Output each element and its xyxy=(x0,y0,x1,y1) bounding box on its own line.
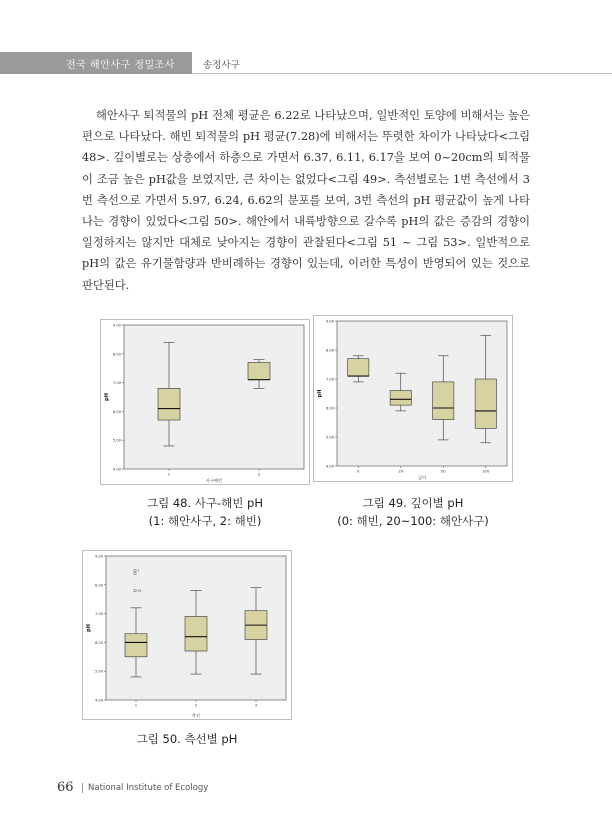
header-divider xyxy=(192,52,193,74)
x-axis-label: 깊이 xyxy=(417,475,427,480)
body-paragraph: 해안사구 퇴적물의 pH 전체 평균은 6.22로 나타났으며, 일반적인 토양에 비해서는 높은 편으로 나타났다. 해빈 퇴적물의 pH 평균(7.28)에 비해서는 뚜렷한 차이가 나타났다<그림 48>. 깊이별로는 상층에서 하층으로 가면서 6.37, 6.11, 6.17을 보여 0~20cm의 퇴적물이 조금 높은 pH값을 보였지만, 큰 차이는 없었다<그림 49>. 측선별로는 1번 측선에서 3번 측선으로 가면서 5.97, 6.24, 6.62의 분포를 보여, 3번 측선의 pH 평균값이 높게 나타나는 경향이 있었다<그림 50>. 해안에서 내륙방향으로 갈수록 pH의 값은 증감의 경향이 일정하지는 않지만 대체로 낮아지는 경향이 관찰된다<그림 51 ~ 그림 53>. 일반적으로 pH의 값은 유기물함량과 반비례하는 경향이 있는데, 이러한 특성이 반영되어 있는 것으로 판단된다. xyxy=(82,109,530,292)
y-axis-label: pH xyxy=(317,389,323,398)
y-tick-label: 5.00 xyxy=(112,438,121,443)
y-tick-label: 6.00 xyxy=(112,409,121,414)
y-tick-label: 5.00 xyxy=(325,435,334,440)
x-axis-label: 측선 xyxy=(191,713,201,718)
y-axis-label: pH xyxy=(86,624,92,632)
y-tick-label: 7.00 xyxy=(325,377,334,382)
fig48-caption-title: 그림 48. 사구-해빈 pH xyxy=(146,496,263,510)
running-header xyxy=(0,52,612,74)
y-tick-label: 7.00 xyxy=(94,612,103,617)
outlier-label: 55 xyxy=(137,588,142,593)
x-tick-label: 2 xyxy=(194,702,198,708)
x-tick-label: 20 xyxy=(398,468,404,474)
outlier-label: 1 xyxy=(137,568,140,573)
header-title: 전국 해안사구 정밀조사 xyxy=(66,60,175,71)
x-tick-label: 100 xyxy=(482,468,490,474)
y-tick-label: 6.00 xyxy=(325,406,334,411)
y-tick-label: 9.00 xyxy=(112,323,121,328)
y-tick-label: 6.00 xyxy=(94,640,103,645)
box-iqr xyxy=(475,379,496,428)
y-tick-label: 4.00 xyxy=(94,698,103,703)
page-number: 66 xyxy=(57,780,74,795)
x-tick-label: 50 xyxy=(440,468,446,474)
y-tick-label: 9.00 xyxy=(325,319,334,324)
x-tick-label: 0 xyxy=(357,468,360,474)
y-tick-label: 8.00 xyxy=(112,352,121,357)
fig48-caption-note: (1: 해안사구, 2: 해빈) xyxy=(148,514,262,528)
y-tick-label: 4.00 xyxy=(325,464,334,469)
footer-separator xyxy=(82,783,83,793)
fig49-boxplot xyxy=(313,315,513,482)
figure-49 xyxy=(313,315,513,482)
fig49-caption-title: 그림 49. 깊이별 pH xyxy=(362,496,464,510)
y-tick-label: 4.00 xyxy=(112,467,121,472)
x-axis-label: 사구해빈 xyxy=(205,478,223,483)
y-tick-label: 7.00 xyxy=(112,381,121,386)
x-tick-label: 3 xyxy=(254,702,258,708)
x-tick-label: 2 xyxy=(257,471,261,477)
header-subtitle: 송정사구 xyxy=(203,60,240,71)
body-text xyxy=(82,105,530,296)
plot-area xyxy=(124,325,304,469)
y-tick-label: 9.00 xyxy=(94,554,103,559)
figure-49-caption xyxy=(313,494,513,530)
y-tick-label: 8.00 xyxy=(94,583,103,588)
y-tick-label: 5.00 xyxy=(94,669,103,674)
box-iqr xyxy=(390,391,411,406)
fig49-caption-note: (0: 해빈, 20~100: 해안사구) xyxy=(337,514,489,528)
box-iqr xyxy=(185,616,207,651)
fig48-boxplot xyxy=(100,319,310,485)
figure-50 xyxy=(82,550,292,720)
x-tick-label: 1 xyxy=(167,471,171,477)
header-rule xyxy=(192,73,612,74)
box-iqr xyxy=(158,388,180,420)
figure-50-caption xyxy=(82,730,292,748)
footer-organization: National Institute of Ecology xyxy=(88,783,209,793)
y-axis-label: pH xyxy=(104,393,110,401)
box-iqr xyxy=(125,634,147,657)
box-iqr xyxy=(248,362,270,379)
figure-48 xyxy=(100,319,310,485)
fig50-boxplot xyxy=(82,550,292,720)
box-iqr xyxy=(348,359,369,376)
x-tick-label: 1 xyxy=(134,702,138,708)
y-tick-label: 8.00 xyxy=(325,348,334,353)
box-iqr xyxy=(433,382,454,420)
figure-48-caption xyxy=(100,494,310,530)
fig50-caption-title: 그림 50. 측선별 pH xyxy=(136,732,238,746)
